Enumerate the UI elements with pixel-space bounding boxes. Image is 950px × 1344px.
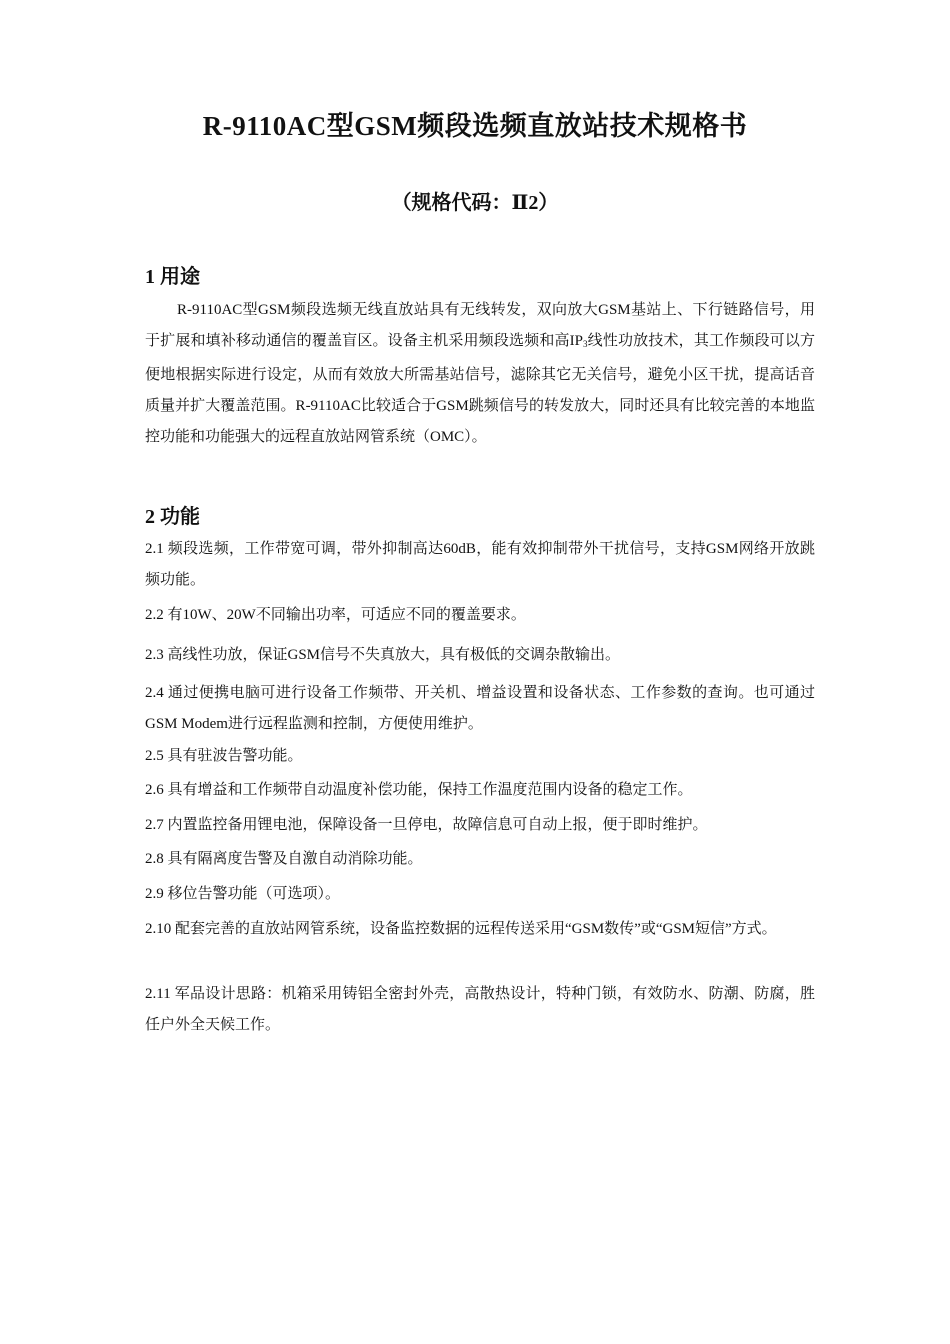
document-title: R-9110AC型GSM频段选频直放站技术规格书 <box>202 111 748 141</box>
function-item: 2.6 具有增益和工作频带自动温度补偿功能，保持工作温度范围内设备的稳定工作。 <box>145 782 693 798</box>
function-item: 2.7 内置监控备用锂电池，保障设备一旦停电，故障信息可自动上报，便于即时维护。 <box>145 817 708 833</box>
function-item: 2.2 有10W、20W不同输出功率，可适应不同的覆盖要求。 <box>145 607 526 623</box>
function-item: 2.4 通过便携电脑可进行设备工作频带、开关机、增益设置和设备状态、工作参数的查询。也可通过GSM Modem进行远程监测和控制，方便使用维护。 <box>145 685 815 732</box>
function-item: 2.9 移位告警功能（可选项）。 <box>145 886 341 902</box>
function-item: 2.10 配套完善的直放站网管系统，设备监控数据的远程传送采用“GSM数传”或“GSM短信”方式。 <box>145 921 777 937</box>
function-item: 2.8 具有隔离度告警及自激自动消除功能。 <box>145 851 423 867</box>
usage-text-part2: 线性功放技术，其工作频段可以方便地根据实际进行设定，从而有效放大所需基站信号，滤除其它无关信号，避免小区干扰，提高话音质量并扩大覆盖范围。R-9110AC比较适合于GSM跳频信号的转发放大，同时还具有比较完善的本地监控功能和功能强大的远程直放站网管系统（OMC）。 <box>145 333 815 445</box>
section-heading-usage: 1 用途 <box>145 266 200 288</box>
function-item: 2.3 高线性功放，保证GSM信号不失真放大，具有极低的交调杂散输出。 <box>145 647 621 663</box>
usage-text-part1: R-9110AC型GSM频段选频无线直放站具有无线转发，双向放大GSM基站上、下行链路信号，用于扩展和填补移动通信的覆盖盲区。设备主机采用频段选频和高IP <box>145 302 815 349</box>
section-heading-functions: 2 功能 <box>145 506 200 528</box>
function-item: 2.1 频段选频，工作带宽可调，带外抑制高达60dB，能有效抑制带外干扰信号，支持GSM网络开放跳频功能。 <box>145 541 815 588</box>
usage-paragraph <box>145 295 815 453</box>
document-subtitle: （规格代码：Ⅱ2） <box>391 192 559 214</box>
usage-subscript: 3 <box>583 339 588 349</box>
function-item: 2.5 具有驻波告警功能。 <box>145 748 303 764</box>
function-item: 2.11 军品设计思路：机箱采用铸铝全密封外壳，高散热设计，特种门锁，有效防水、防潮、防腐，胜任户外全天候工作。 <box>145 986 815 1033</box>
